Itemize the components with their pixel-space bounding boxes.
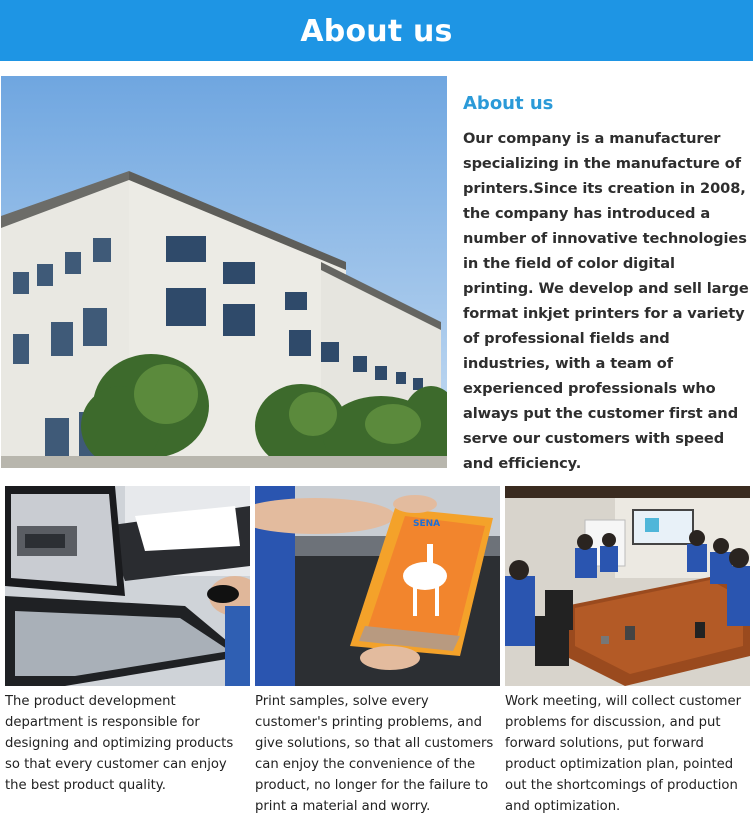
page-title: About us bbox=[300, 14, 453, 49]
print-sample-photo bbox=[255, 486, 500, 686]
work-meeting-caption: Work meeting, will collect customer problems for discussion, and put forward solutions, put forward product optimization plan, pointed out the shortcomings of production and optimization. bbox=[505, 694, 742, 814]
about-section bbox=[463, 92, 749, 476]
page-header-banner bbox=[0, 0, 753, 61]
print-sample-caption: Print samples, solve every customer's printing problems, and give solutions, so that all customers can enjoy the convenience of the product, no longer for the failure to print a material and worry. bbox=[255, 694, 494, 814]
about-heading: About us bbox=[463, 93, 554, 114]
work-meeting-photo bbox=[505, 486, 750, 686]
factory-building-photo bbox=[1, 76, 447, 468]
product-development-laptop-photo bbox=[5, 486, 250, 686]
product-development-caption: The product development department is responsible for designing and optimizing products so that every customer can enjoy the best product quality. bbox=[5, 694, 234, 793]
print-sample-brand: SENA bbox=[413, 519, 441, 529]
about-description: Our company is a manufacturer specializing in the manufacture of printers.Since its creation in 2008, the company has introduced a number of innovative technologies in the field of color digital printing. We develop and sell large format inkjet printers for a variety of professional fields and industries, with a team of experienced professionals who always put the customer first and serve our customers with speed and efficiency. bbox=[463, 130, 749, 472]
